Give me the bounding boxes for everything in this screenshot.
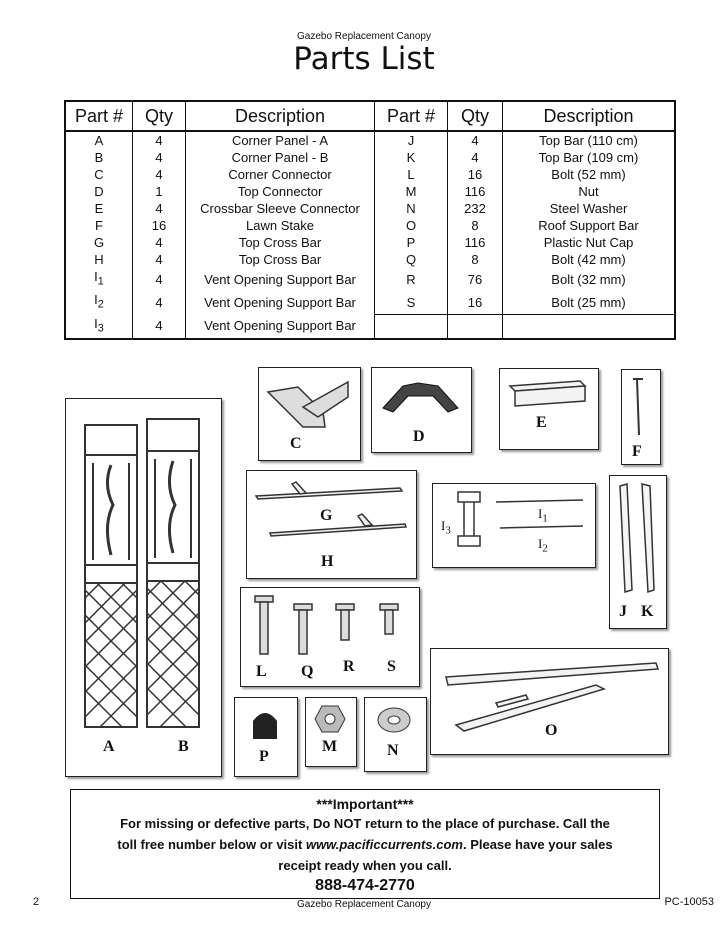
table-cell: $I_2$ xyxy=(65,291,133,315)
table-cell: Vent Opening Support Bar xyxy=(186,291,375,315)
table-row xyxy=(65,251,675,268)
washer-illustration xyxy=(376,705,412,735)
label-p: P xyxy=(259,748,269,765)
header-subtitle: Gazebo Replacement Canopy xyxy=(297,31,431,42)
bolts-illustration xyxy=(245,592,415,662)
table-cell: 4 xyxy=(133,251,186,268)
table-cell: Bolt (42 mm) xyxy=(551,251,626,267)
table-cell: 1 xyxy=(133,183,186,200)
table-row xyxy=(65,183,675,200)
label-o: O xyxy=(545,722,558,739)
corner-connector-illustration xyxy=(263,377,353,432)
table-cell: 232 xyxy=(448,200,503,217)
table-cell: 76 xyxy=(448,268,503,291)
page-title: Parts List xyxy=(293,41,435,77)
important-notice xyxy=(70,789,660,899)
important-title: ***Important*** xyxy=(316,796,414,812)
crossbar-sleeve-illustration xyxy=(505,376,590,411)
table-cell: N xyxy=(375,200,448,217)
label-i2: $I_2$ xyxy=(538,536,548,555)
table-cell: Corner Panel - A xyxy=(186,131,375,149)
table-cell: Corner Panel - B xyxy=(186,149,375,166)
table-row xyxy=(65,234,675,251)
col-header-qty-1: Qty xyxy=(133,101,186,131)
table-cell: Bolt (52 mm) xyxy=(551,166,626,182)
table-cell: K xyxy=(375,149,448,166)
table-row xyxy=(65,166,675,183)
table-cell: Bolt (25 mm) xyxy=(551,294,626,310)
table-cell: G xyxy=(65,234,133,251)
table-cell: Steel Washer xyxy=(549,200,628,216)
table-cell: Roof Support Bar xyxy=(538,217,639,233)
label-c: C xyxy=(290,435,302,452)
label-h: H xyxy=(321,553,334,570)
table-cell: 16 xyxy=(133,217,186,234)
label-j: J xyxy=(619,603,627,620)
table-cell: J xyxy=(375,131,448,149)
phone-number: 888-474-2770 xyxy=(315,877,415,894)
table-row xyxy=(65,131,675,149)
table-cell: Lawn Stake xyxy=(186,217,375,234)
table-cell: Top Cross Bar xyxy=(186,251,375,268)
table-cell xyxy=(448,315,503,340)
table-cell: Top Cross Bar xyxy=(186,234,375,251)
table-cell: S xyxy=(375,291,448,315)
table-cell: Top Bar (110 cm) xyxy=(539,132,638,148)
table-cell: Vent Opening Support Bar xyxy=(186,315,375,340)
table-cell: Bolt (32 mm) xyxy=(551,271,626,287)
table-cell xyxy=(375,315,448,340)
lawn-stake-illustration xyxy=(625,375,655,440)
label-e: E xyxy=(536,414,547,431)
col-header-part-1: Part # xyxy=(65,101,133,131)
table-cell: 4 xyxy=(133,166,186,183)
product-code: PC-10053 xyxy=(664,896,714,908)
col-header-part-2: Part # xyxy=(375,101,448,131)
label-k: K xyxy=(641,603,654,620)
table-cell: 4 xyxy=(133,291,186,315)
label-m: M xyxy=(322,738,338,755)
table-row xyxy=(65,149,675,166)
table-cell: C xyxy=(65,166,133,183)
table-cell: 16 xyxy=(448,166,503,183)
table-cell: 8 xyxy=(448,217,503,234)
table-cell: 4 xyxy=(133,200,186,217)
table-cell: F xyxy=(65,217,133,234)
table-cell: 4 xyxy=(133,315,186,340)
important-line-2: toll free number below or visit www.pacificcurrents.com. Please have your sales xyxy=(117,837,613,852)
table-cell: 4 xyxy=(133,234,186,251)
table-cell: P xyxy=(375,234,448,251)
label-b: B xyxy=(178,738,189,755)
nut-illustration xyxy=(314,704,346,734)
table-cell: Top Connector xyxy=(186,183,375,200)
col-header-desc-1: Description xyxy=(186,101,375,131)
page-number: 2 xyxy=(33,896,40,908)
nut-cap-illustration xyxy=(247,705,283,741)
label-q: Q xyxy=(301,663,314,680)
table-cell: Top Bar (109 cm) xyxy=(538,149,639,165)
table-cell: 116 xyxy=(448,183,503,200)
label-r: R xyxy=(343,658,355,675)
table-cell: Q xyxy=(375,251,448,268)
important-line-3: receipt ready when you call. xyxy=(278,858,452,873)
label-f: F xyxy=(632,443,642,460)
table-cell: D xyxy=(65,183,133,200)
label-l: L xyxy=(256,663,267,680)
table-row xyxy=(65,268,675,291)
top-connector-illustration xyxy=(378,378,463,418)
top-bars-illustration xyxy=(612,480,662,600)
table-cell: 4 xyxy=(448,131,503,149)
table-cell: Nut xyxy=(578,183,599,199)
table-cell: 16 xyxy=(448,291,503,315)
table-cell: E xyxy=(65,200,133,217)
table-cell: 4 xyxy=(133,131,186,149)
table-header-row xyxy=(65,101,675,131)
website-link[interactable]: www.pacificcurrents.com xyxy=(305,837,463,852)
label-i1: $I_1$ xyxy=(538,506,548,525)
label-a: A xyxy=(103,738,115,755)
table-cell: 4 xyxy=(448,149,503,166)
vent-support-bar-illustration xyxy=(438,488,590,560)
table-cell: Plastic Nut Cap xyxy=(543,234,634,250)
table-row xyxy=(65,315,675,340)
col-header-qty-2: Qty xyxy=(448,101,503,131)
table-cell: $I_3$ xyxy=(65,315,133,340)
parts-table xyxy=(64,100,676,340)
table-cell: Vent Opening Support Bar xyxy=(186,268,375,291)
table-cell: B xyxy=(65,149,133,166)
table-cell: O xyxy=(375,217,448,234)
label-d: D xyxy=(413,428,425,445)
table-row xyxy=(65,291,675,315)
table-cell: 4 xyxy=(133,149,186,166)
table-cell: M xyxy=(375,183,448,200)
table-cell: 4 xyxy=(133,268,186,291)
table-cell: L xyxy=(375,166,448,183)
table-cell: Corner Connector xyxy=(186,166,375,183)
label-g: G xyxy=(320,507,333,524)
table-cell: 8 xyxy=(448,251,503,268)
label-s: S xyxy=(387,658,396,675)
label-i3: $I_3$ xyxy=(441,518,451,537)
table-cell: Crossbar Sleeve Connector xyxy=(186,200,375,217)
table-cell: A xyxy=(65,131,133,149)
important-line-1: For missing or defective parts, Do NOT return to the place of purchase. Call the xyxy=(120,816,610,831)
corner-panels-illustration xyxy=(75,415,210,745)
table-cell: 116 xyxy=(448,234,503,251)
table-cell: R xyxy=(375,268,448,291)
col-header-desc-2: Description xyxy=(503,101,676,131)
table-cell xyxy=(503,315,676,340)
table-cell: $I_1$ xyxy=(65,268,133,291)
label-n: N xyxy=(387,742,399,759)
table-row xyxy=(65,200,675,217)
footer-title: Gazebo Replacement Canopy xyxy=(297,899,431,910)
table-cell: H xyxy=(65,251,133,268)
table-row xyxy=(65,217,675,234)
